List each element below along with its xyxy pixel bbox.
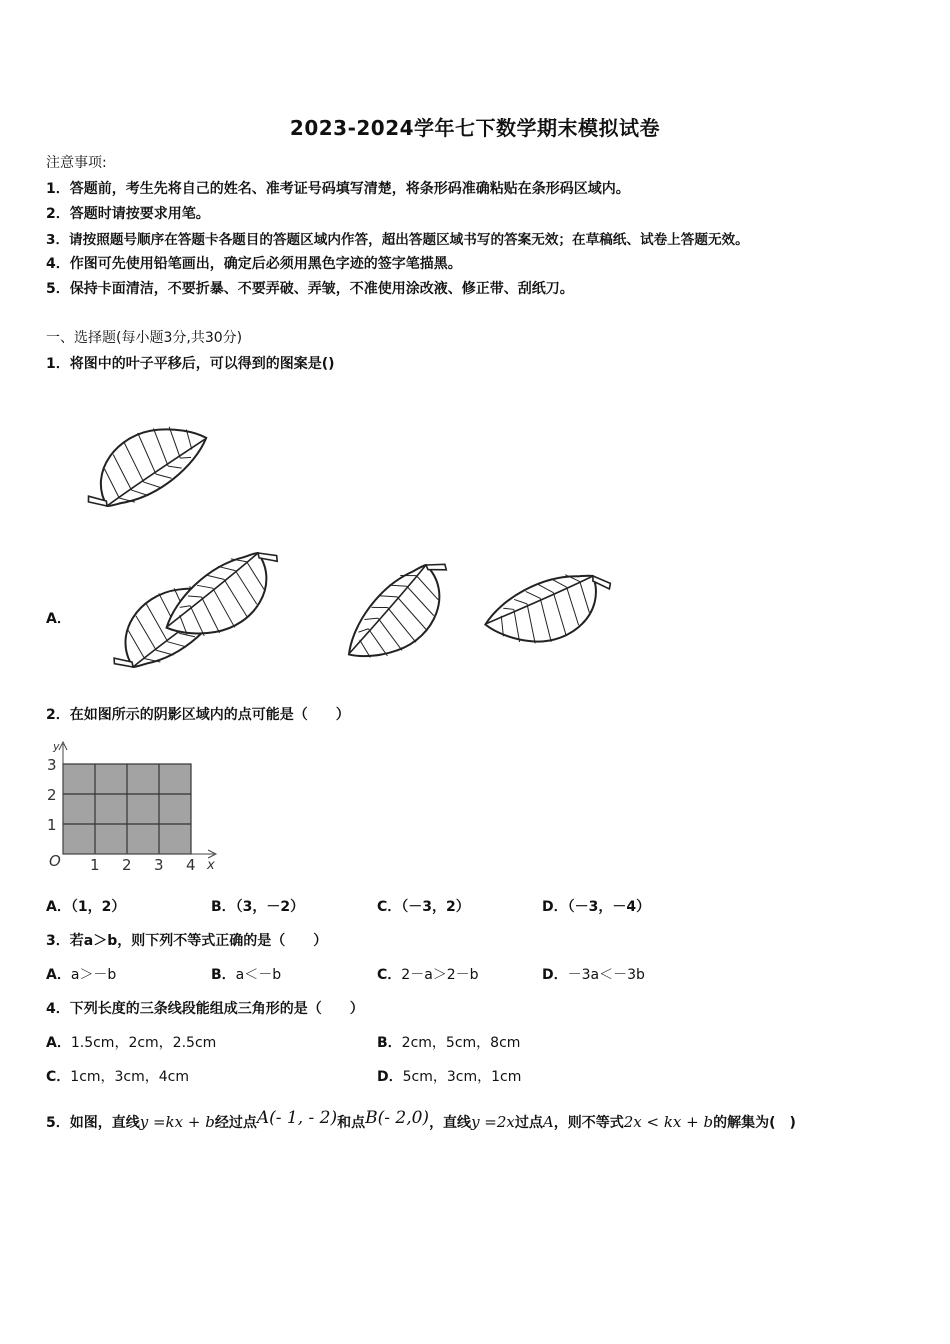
option-label: C．	[377, 967, 402, 983]
q5-text-part: ，则不等式	[553, 1115, 624, 1131]
q5-math: A(- 1, - 2)	[256, 1108, 338, 1128]
y-tick-label: 2	[47, 786, 57, 804]
option-text: a＞－b	[70, 967, 117, 983]
option-text: 1cm，3cm，4cm	[70, 1069, 190, 1085]
q5-text-part: 过点	[514, 1115, 543, 1131]
option-label: A．	[46, 967, 71, 983]
question-2-text: 2．在如图所示的阴影区域内的点可能是（ ）	[46, 707, 350, 723]
y-tick-label: 1	[47, 816, 57, 834]
note-item: 1．答题前，考生先将自己的姓名、准考证号码填写清楚，将条形码准确粘贴在条形码区域内。	[46, 181, 630, 197]
origin-label: O	[49, 852, 61, 870]
leaf-figure	[45, 392, 165, 522]
note-item: 2．答题时请按要求用笔。	[46, 206, 210, 222]
q5-math: B(- 2,0)	[365, 1108, 430, 1128]
q5-text-part: 经过点	[214, 1115, 257, 1131]
question-3-text: 3．若a＞b，则下列不等式正确的是（ ）	[46, 933, 328, 949]
option-text: a＜－b	[235, 967, 282, 983]
option-text: 2cm，5cm，8cm	[401, 1035, 521, 1051]
question-4-text: 4．下列长度的三条线段能组成三角形的是（ ）	[46, 1001, 364, 1017]
option-d-leaf[interactable]	[585, 568, 720, 678]
q5-math: y =kx + b	[139, 1113, 215, 1131]
option-text: －3a＜－3b	[567, 967, 645, 983]
q5-math: 2x < kx + b	[623, 1113, 714, 1131]
question-5-text	[46, 1108, 796, 1132]
option[interactable]	[46, 1032, 216, 1052]
q5-math: A	[542, 1113, 554, 1131]
page-title: 2023-2024学年七下数学期末模拟试卷	[289, 116, 661, 140]
option-label: D．	[542, 899, 568, 915]
x-axis-label: x	[207, 858, 215, 873]
option-b-leaf[interactable]	[238, 545, 353, 675]
question-1-text: 1．将图中的叶子平移后，可以得到的图案是()	[46, 356, 335, 372]
x-tick-label: 4	[186, 856, 196, 874]
option[interactable]	[377, 896, 470, 916]
option[interactable]	[377, 1032, 520, 1052]
option[interactable]	[377, 1066, 521, 1086]
option-text: 2－a＞2－b	[401, 967, 479, 983]
option[interactable]	[542, 896, 650, 916]
y-axis-label: y	[53, 740, 60, 753]
q5-math: y =2x	[471, 1113, 515, 1131]
option-text: （－3，2）	[401, 899, 470, 915]
section-heading: 一、选择题(每小题3分,共30分)	[46, 330, 243, 346]
option-label: B．	[211, 899, 236, 915]
option-label: C．	[46, 1069, 71, 1085]
option[interactable]	[542, 964, 645, 984]
option-label: D．	[377, 1069, 403, 1085]
option[interactable]	[46, 964, 116, 984]
q5-text-part: 5．如图，直线	[46, 1115, 140, 1131]
option-text: （1，2）	[70, 899, 126, 915]
x-tick-label: 2	[122, 856, 132, 874]
option-text: （3，－2）	[235, 899, 305, 915]
q5-text-part: 的解集为( )	[713, 1115, 796, 1131]
x-tick-label: 1	[90, 856, 100, 874]
option-label: A．	[46, 899, 71, 915]
x-tick-label: 3	[154, 856, 164, 874]
option[interactable]	[377, 964, 479, 984]
option-label: C．	[377, 899, 402, 915]
option-text: 1.5cm，2cm，2.5cm	[70, 1035, 217, 1051]
note-item: 5．保持卡面清洁，不要折暴、不要弄破、弄皱，不准使用涂改液、修正带、刮纸刀。	[46, 281, 574, 297]
option[interactable]	[46, 896, 125, 916]
notes-heading: 注意事项:	[46, 155, 107, 171]
option-label: B．	[377, 1035, 402, 1051]
y-tick-label: 3	[47, 756, 57, 774]
option[interactable]	[46, 1066, 189, 1086]
option-label: B．	[211, 967, 236, 983]
option[interactable]	[211, 896, 304, 916]
option[interactable]	[211, 964, 281, 984]
coordinate-grid	[44, 740, 224, 875]
q5-text-part: 和点	[337, 1115, 366, 1131]
option-label: A．	[46, 1035, 71, 1051]
q5-text-part: ，直线	[429, 1115, 472, 1131]
note-item: 4．作图可先使用铅笔画出，确定后必须用黑色字迹的签字笔描黑。	[46, 256, 462, 272]
option-label: D．	[542, 967, 568, 983]
option-label[interactable]: A．	[46, 611, 71, 627]
option-text: （－3，－4）	[567, 899, 651, 915]
note-item: 3．请按照题号顺序在答题卡各题目的答题区域内作答，超出答题区域书写的答案无效；在草稿纸、试卷上答题无效。	[46, 232, 749, 248]
option-text: 5cm，3cm，1cm	[402, 1069, 522, 1085]
